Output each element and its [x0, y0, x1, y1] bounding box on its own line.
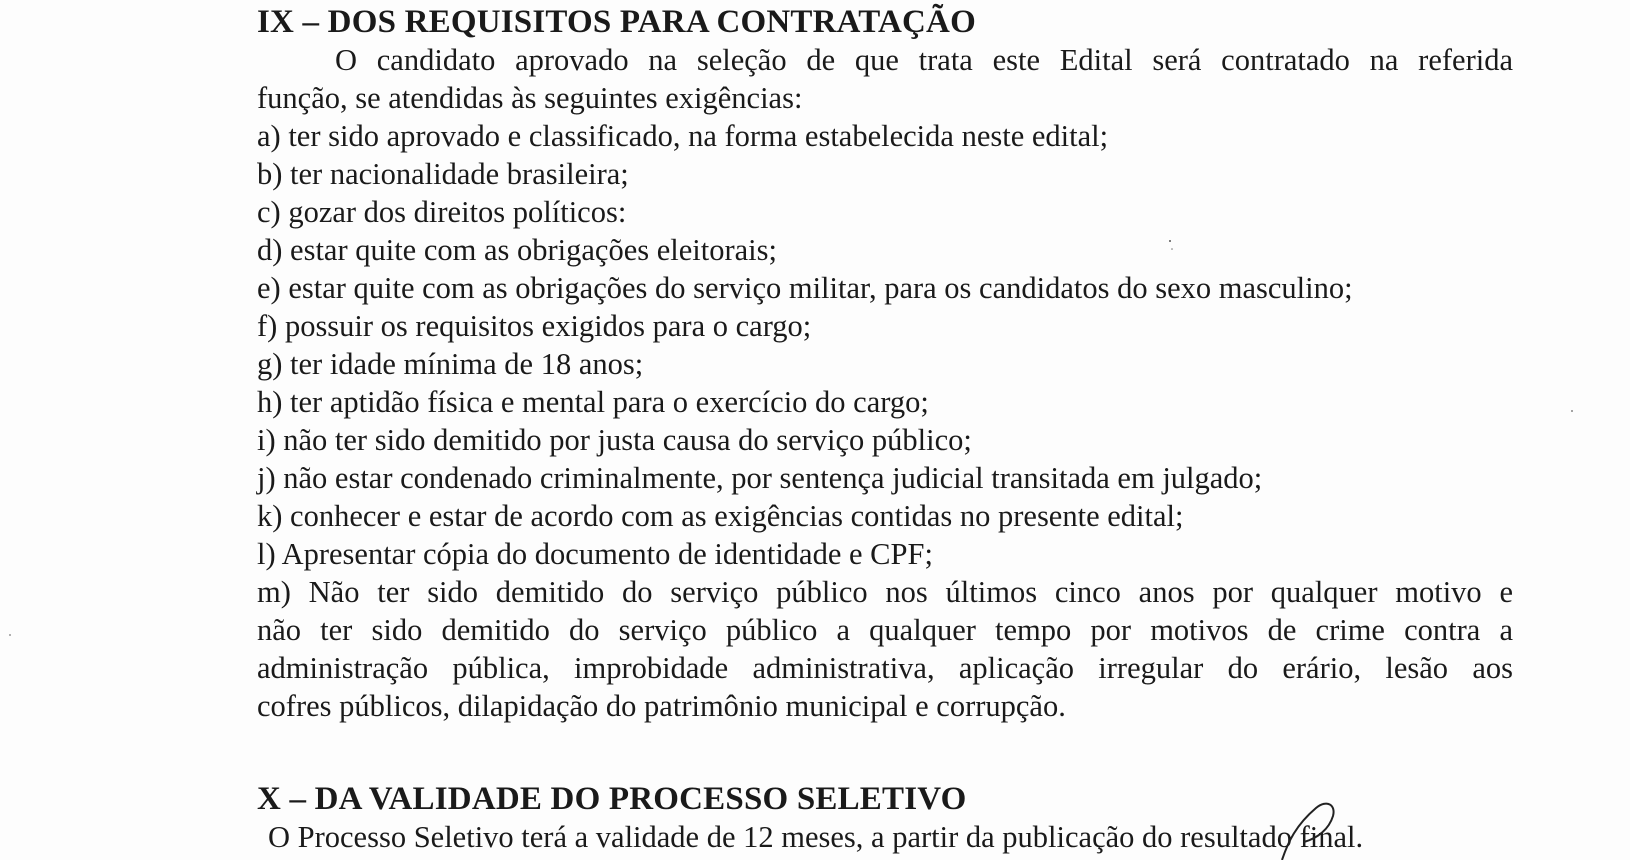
requirement-item-e: e) estar quite com as obrigações do serviço militar, para os candidatos do sexo masculino; — [257, 271, 1353, 305]
requirement-item-h: h) ter aptidão física e mental para o exercício do cargo; — [257, 385, 929, 419]
section-x-text: O Processo Seletivo terá a validade de 12 meses, a partir da publicação do resultado final. — [268, 820, 1364, 854]
requirement-item-m-line3: administração pública, improbidade administrativa, aplicação irregular do erário, lesão aos — [257, 651, 1513, 685]
requirement-item-k: k) conhecer e estar de acordo com as exigências contidas no presente edital; — [257, 499, 1184, 533]
requirement-item-d: d) estar quite com as obrigações eleitorais; — [257, 233, 778, 267]
section-ix-intro-line1: O candidato aprovado na seleção de que trata este Edital será contratado na referida — [335, 43, 1513, 77]
requirement-item-a: a) ter sido aprovado e classificado, na forma estabelecida neste edital; — [257, 119, 1109, 153]
requirement-item-m-line4: cofres públicos, dilapidação do patrimônio municipal e corrupção. — [257, 689, 1066, 723]
requirement-item-g: g) ter idade mínima de 18 anos; — [257, 347, 644, 381]
section-x-title: X – DA VALIDADE DO PROCESSO SELETIVO — [257, 781, 967, 817]
requirement-item-f: f) possuir os requisitos exigidos para o cargo; — [257, 309, 812, 343]
section-ix-title: IX – DOS REQUISITOS PARA CONTRATAÇÃO — [257, 4, 976, 40]
requirement-item-l: l) Apresentar cópia do documento de identidade e CPF; — [257, 537, 933, 571]
requirement-item-c: c) gozar dos direitos políticos: — [257, 195, 627, 229]
requirement-item-b: b) ter nacionalidade brasileira; — [257, 157, 629, 191]
section-ix-intro-line2: função, se atendidas às seguintes exigências: — [257, 81, 803, 115]
requirement-item-m-line1: m) Não ter sido demitido do serviço público nos últimos cinco anos por qualquer motivo e — [257, 575, 1513, 609]
requirement-item-m-line2: não ter sido demitido do serviço público a qualquer tempo por motivos de crime contra a — [257, 613, 1513, 647]
requirement-item-j: j) não estar condenado criminalmente, por sentença judicial transitada em julgado; — [257, 461, 1263, 495]
requirement-item-i: i) não ter sido demitido por justa causa do serviço público; — [257, 423, 972, 457]
